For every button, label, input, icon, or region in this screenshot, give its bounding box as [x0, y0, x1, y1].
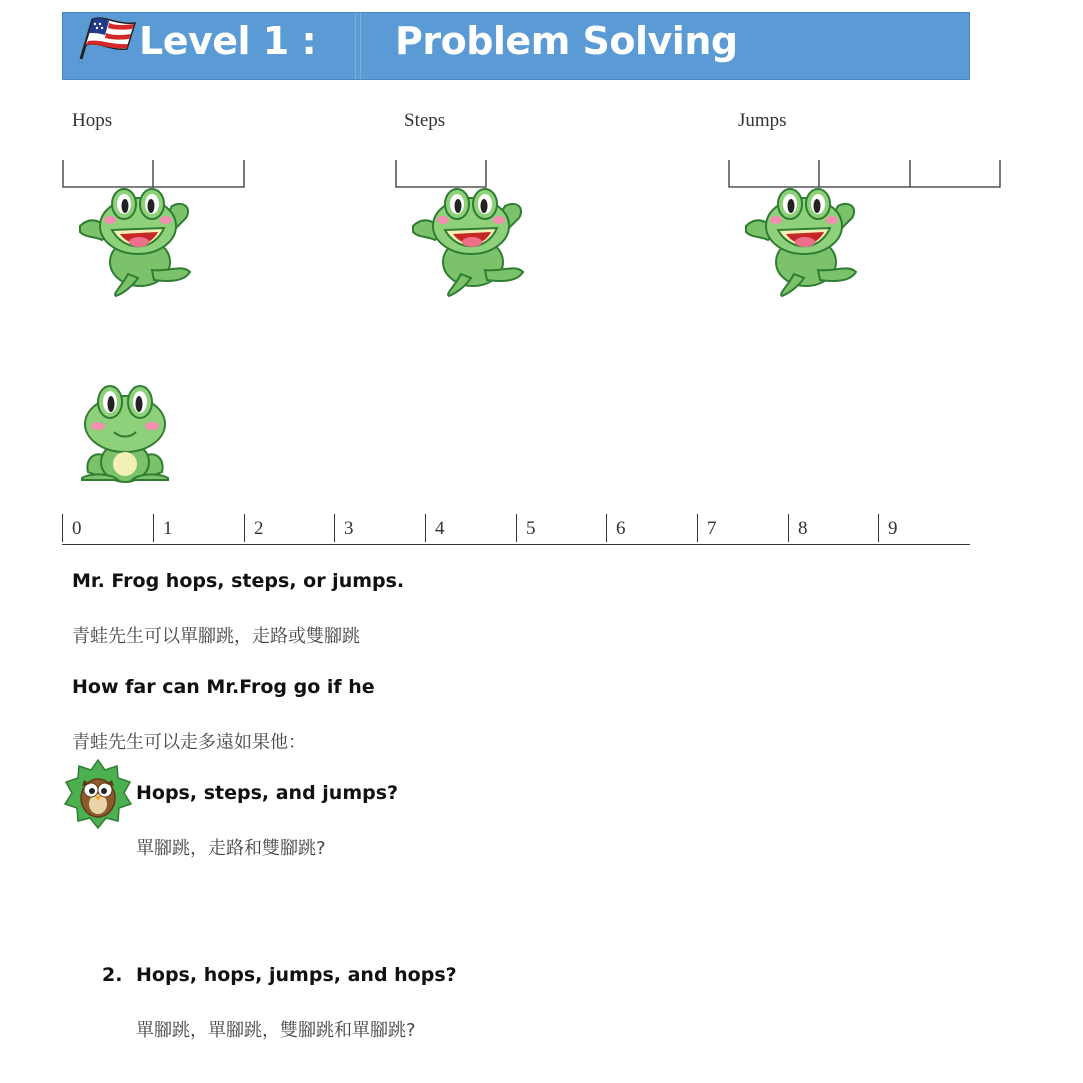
- jumping-frog-icon: [405, 186, 531, 298]
- question-2-english: Hops, hops, jumps, and hops?: [136, 964, 457, 986]
- tick-label: 1: [163, 518, 173, 539]
- header-banner: [62, 12, 970, 80]
- question-chinese: 青蛙先生可以走多遠如果他：: [72, 732, 306, 753]
- question-1-english: Hops, steps, and jumps?: [136, 782, 399, 804]
- steps-label: Steps: [404, 110, 446, 131]
- level-label: Level 1 :: [139, 19, 317, 63]
- tick-mark: [788, 514, 789, 542]
- steps-bracket: [396, 160, 486, 187]
- tick-label: 9: [888, 518, 898, 539]
- number-line: [62, 514, 970, 545]
- tick-mark: [334, 514, 335, 542]
- tick-mark: [516, 514, 517, 542]
- hops-label: Hops: [72, 110, 113, 131]
- jumping-frog-icon: [72, 186, 198, 298]
- banner-divider: [355, 13, 361, 79]
- tick-mark: [153, 514, 154, 542]
- jumps-label: Jumps: [738, 110, 787, 131]
- tick-label: 0: [72, 518, 82, 539]
- tick-label: 3: [344, 518, 354, 539]
- tick-label: 2: [254, 518, 264, 539]
- tick-mark: [62, 514, 63, 542]
- tick-mark: [606, 514, 607, 542]
- owl-badge-icon: [62, 758, 134, 830]
- question-1-chinese: 單腳跳，走路和雙腳跳?: [136, 838, 326, 859]
- tick-label: 7: [707, 518, 717, 539]
- tick-mark: [244, 514, 245, 542]
- tick-mark: [697, 514, 698, 542]
- question-english: How far can Mr.Frog go if he: [72, 676, 375, 698]
- jumps-bracket: [729, 160, 1000, 187]
- tick-label: 4: [435, 518, 445, 539]
- intro-english: Mr. Frog hops, steps, or jumps.: [72, 570, 405, 592]
- hops-bracket: [63, 160, 244, 187]
- tick-label: 6: [616, 518, 626, 539]
- us-flag-icon: [75, 15, 139, 63]
- tick-label: 8: [798, 518, 808, 539]
- sitting-frog-icon: [78, 382, 172, 486]
- question-2-chinese: 單腳跳，單腳跳，雙腳跳和單腳跳?: [136, 1020, 416, 1041]
- tick-mark: [878, 514, 879, 542]
- tick-label: 5: [526, 518, 536, 539]
- page-title: Problem Solving: [395, 19, 738, 63]
- jumping-frog-icon: [738, 186, 864, 298]
- tick-mark: [425, 514, 426, 542]
- intro-chinese: 青蛙先生可以單腳跳，走路或雙腳跳: [72, 626, 360, 647]
- question-2-number: 2.: [102, 964, 123, 986]
